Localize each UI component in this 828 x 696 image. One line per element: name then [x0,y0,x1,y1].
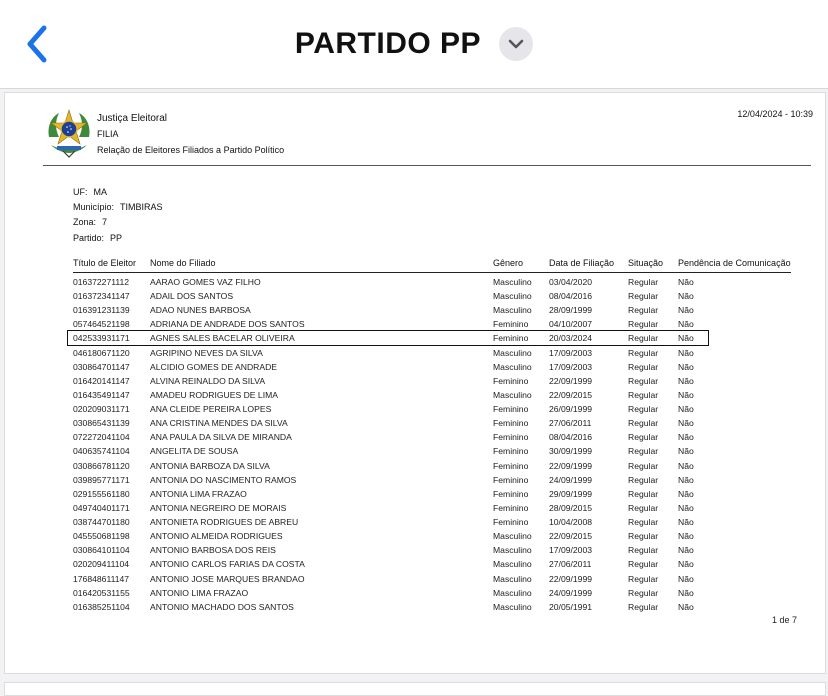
cell-data: 27/06/2011 [549,559,592,570]
cell-data: 04/10/2007 [549,319,593,330]
cell-genero: Feminino [493,404,529,415]
cell-data: 17/09/2003 [549,545,593,556]
cell-genero: Masculino [493,587,532,598]
cell-situacao: Regular [628,319,659,330]
table-header [73,258,791,273]
meta-municipio-value: TIMBIRAS [120,202,163,212]
cell-genero: Feminino [493,432,529,443]
cell-pendencia: Não [678,573,694,584]
cell-situacao: Regular [628,277,659,287]
cell-situacao: Regular [628,418,659,429]
cell-situacao: Regular [628,488,659,499]
cell-titulo: 020209031171 [73,404,130,415]
cell-titulo: 049740401171 [73,502,130,513]
cell-nome: ANA CLEIDE PEREIRA LOPES [150,404,272,415]
cell-nome: AGRIPINO NEVES DA SILVA [150,347,263,358]
cell-pendencia: Não [678,389,694,400]
cell-situacao: Regular [628,517,659,528]
cell-genero: Feminino [493,488,529,499]
cell-pendencia: Não [678,545,694,556]
cell-pendencia: Não [678,432,694,443]
cell-data: 28/09/2015 [549,502,593,513]
next-document-page [4,682,826,696]
table-row [73,515,791,529]
cell-data: 22/09/1999 [549,460,593,471]
cell-genero: Feminino [493,418,529,429]
col-data: Data de Filiação [549,258,615,268]
cell-nome: ANTONIO JOSE MARQUES BRANDAO [150,573,305,584]
meta-uf-label: UF: [73,187,88,197]
cell-nome: ANTONIO CARLOS FARIAS DA COSTA [150,559,305,570]
table-row [73,459,791,473]
cell-genero: Feminino [493,319,529,330]
cell-situacao: Regular [628,389,659,400]
cell-titulo: 030864701147 [73,361,130,372]
col-nome: Nome do Filiado [150,258,216,268]
cell-pendencia: Não [678,517,694,528]
table-row [73,586,791,600]
meta-partido-value: PP [110,233,123,243]
cell-data: 08/04/2016 [549,432,593,443]
cell-nome: ALCIDIO GOMES DE ANDRADE [150,361,278,372]
report-subtitle: Relação de Eleitores Filiados a Partido Político [97,145,285,155]
col-genero: Gênero [493,258,524,268]
meta-zona [73,217,107,227]
cell-pendencia: Não [678,375,694,386]
cell-nome: ANTONIA DO NASCIMENTO RAMOS [150,474,297,485]
cell-situacao: Regular [628,446,659,457]
cell-genero: Feminino [493,375,529,386]
col-pendencia: Pendência de Comunicação [678,258,791,268]
cell-genero: Feminino [493,333,529,344]
cell-data: 08/04/2016 [549,291,593,302]
cell-nome: ADAIL DOS SANTOS [150,291,234,302]
navigation-bar [0,0,828,89]
report-timestamp: 12/04/2024 - 10:39 [737,109,813,119]
cell-genero: Masculino [493,389,532,400]
cell-nome: AARAO GOMES VAZ FILHO [150,277,261,287]
cell-genero: Feminino [493,460,529,471]
cell-titulo: 030865431139 [73,418,130,429]
cell-data: 17/09/2003 [549,347,593,358]
cell-situacao: Regular [628,333,659,344]
cell-nome: ALVINA REINALDO DA SILVA [150,375,266,386]
table-row [73,487,791,501]
cell-nome: AMADEU RODRIGUES DE LIMA [150,389,278,400]
cell-titulo: 045550681198 [73,531,130,542]
cell-situacao: Regular [628,587,659,598]
table-row [73,600,791,614]
header-divider [43,165,811,166]
table-row [73,543,791,557]
table-row [73,360,791,374]
meta-zona-label: Zona: [73,217,97,227]
cell-genero: Masculino [493,545,532,556]
cell-situacao: Regular [628,347,659,358]
cell-data: 10/04/2008 [549,517,593,528]
cell-pendencia: Não [678,488,694,499]
cell-pendencia: Não [678,305,694,316]
cell-situacao: Regular [628,573,659,584]
cell-pendencia: Não [678,502,694,513]
cell-genero: Masculino [493,277,532,287]
cell-titulo: 046180671120 [73,347,130,358]
cell-pendencia: Não [678,601,694,612]
cell-titulo: 016435491147 [73,389,130,400]
cell-titulo: 042533931171 [73,333,130,344]
cell-nome: ANTONIO LIMA FRAZAO [150,587,249,598]
cell-pendencia: Não [678,446,694,457]
cell-genero: Masculino [493,559,532,570]
cell-pendencia: Não [678,319,694,330]
cell-genero: Feminino [493,502,529,513]
report-org: Justiça Eleitoral [97,113,168,124]
cell-situacao: Regular [628,375,659,386]
cell-pendencia: Não [678,587,694,598]
col-situacao: Situação [628,258,664,268]
cell-genero: Masculino [493,347,532,358]
cell-data: 20/03/2024 [549,333,593,344]
brazil-coat-of-arms-icon [43,107,95,159]
cell-nome: ANTONIETA RODRIGUES DE ABREU [150,517,299,528]
col-titulo: Título de Eleitor [73,258,137,268]
chevron-down-icon [508,38,524,50]
cell-pendencia: Não [678,291,694,302]
meta-uf [73,187,107,197]
cell-data: 17/09/2003 [549,361,593,372]
cell-titulo: 020209411104 [73,559,130,570]
meta-partido-label: Partido: [73,233,105,243]
cell-nome: ANA CRISTINA MENDES DA SILVA [150,418,288,429]
cell-data: 22/09/2015 [549,389,593,400]
cell-situacao: Regular [628,559,659,570]
cell-pendencia: Não [678,361,694,372]
cell-pendencia: Não [678,333,694,344]
table-row [73,529,791,543]
cell-genero: Feminino [493,446,529,457]
title-container [0,0,828,88]
table-row [73,501,791,515]
cell-titulo: 016391231139 [73,305,130,316]
table-row [73,388,791,402]
cell-data: 24/09/1999 [549,587,593,598]
cell-situacao: Regular [628,305,659,316]
report-system: FILIA [97,129,119,139]
cell-situacao: Regular [628,545,659,556]
cell-nome: ANTONIO BARBOSA DOS REIS [150,545,276,556]
meta-zona-value: 7 [102,217,108,227]
cell-data: 24/09/1999 [549,474,593,485]
meta-municipio-label: Município: [73,202,115,212]
cell-genero: Masculino [493,305,532,316]
cell-situacao: Regular [628,432,659,443]
cell-situacao: Regular [628,601,659,612]
document-page [4,92,826,674]
cell-genero: Masculino [493,573,532,584]
cell-situacao: Regular [628,404,659,415]
highlight-box [67,330,709,346]
cell-titulo: 016385251104 [73,601,130,612]
cell-nome: ANTONIO ALMEIDA RODRIGUES [150,531,283,542]
cell-data: 26/09/1999 [549,404,593,415]
cell-genero: Masculino [493,291,532,302]
table-row [73,473,791,487]
table-row [73,402,791,416]
cell-titulo: 038744701180 [73,517,130,528]
cell-situacao: Regular [628,361,659,372]
cell-pendencia: Não [678,474,694,485]
cell-data: 28/09/1999 [549,305,593,316]
table-row [73,430,791,444]
cell-titulo: 030864101104 [73,545,130,556]
table-row [73,374,791,388]
table-row [73,557,791,571]
table-row [73,444,791,458]
cell-nome: ADRIANA DE ANDRADE DOS SANTOS [150,319,305,330]
cell-titulo: 040635741104 [73,446,130,457]
cell-situacao: Regular [628,502,659,513]
cell-titulo: 016420531155 [73,587,130,598]
cell-nome: ANA PAULA DA SILVA DE MIRANDA [150,432,292,443]
cell-nome: ANGELITA DE SOUSA [150,446,239,457]
cell-situacao: Regular [628,291,659,302]
cell-data: 22/09/1999 [549,573,593,584]
cell-titulo: 016420141147 [73,375,130,386]
cell-nome: ANTONIA LIMA FRAZAO [150,488,247,499]
cell-titulo: 039895771171 [73,474,130,485]
table-row [73,416,791,430]
meta-partido [73,233,122,243]
cell-data: 29/09/1999 [549,488,593,499]
cell-data: 27/06/2011 [549,418,592,429]
cell-nome: ANTONIA NEGREIRO DE MORAIS [150,502,287,513]
cell-pendencia: Não [678,559,694,570]
cell-pendencia: Não [678,460,694,471]
cell-pendencia: Não [678,404,694,415]
table-row [73,346,791,360]
page-title: PARTIDO PP [294,27,482,60]
cell-genero: Masculino [493,361,532,372]
cell-situacao: Regular [628,474,659,485]
cell-genero: Feminino [493,517,529,528]
table-row [73,572,791,586]
cell-nome: ADAO NUNES BARBOSA [150,305,251,316]
cell-situacao: Regular [628,460,659,471]
cell-pendencia: Não [678,531,694,542]
cell-situacao: Regular [628,531,659,542]
cell-nome: AGNES SALES BACELAR OLIVEIRA [150,333,295,344]
cell-genero: Masculino [493,531,532,542]
cell-genero: Masculino [493,601,532,612]
cell-titulo: 176848611147 [73,573,130,584]
table-row [73,317,791,331]
page-indicator: 1 de 7 [771,615,797,625]
table-row [73,275,791,289]
cell-data: 20/05/1991 [549,601,593,612]
cell-pendencia: Não [678,347,694,358]
table-row [73,289,791,303]
cell-data: 22/09/2015 [549,531,593,542]
cell-data: 30/09/1999 [549,446,593,457]
cell-titulo: 072272041104 [73,432,130,443]
cell-titulo: 030866781120 [73,460,130,471]
cell-data: 03/04/2020 [549,277,593,287]
title-menu-button[interactable] [499,27,533,61]
cell-pendencia: Não [678,277,694,287]
cell-pendencia: Não [678,418,694,429]
cell-genero: Feminino [493,474,529,485]
cell-titulo: 029155561180 [73,488,130,499]
table-row [73,303,791,317]
cell-nome: ANTONIO MACHADO DOS SANTOS [150,601,294,612]
cell-nome: ANTONIA BARBOZA DA SILVA [150,460,270,471]
cell-data: 22/09/1999 [549,375,593,386]
cell-titulo: 016372341147 [73,291,130,302]
cell-titulo: 016372271112 [73,277,130,287]
meta-municipio [73,202,163,212]
meta-uf-value: MA [93,187,107,197]
cell-titulo: 057464521198 [73,319,130,330]
